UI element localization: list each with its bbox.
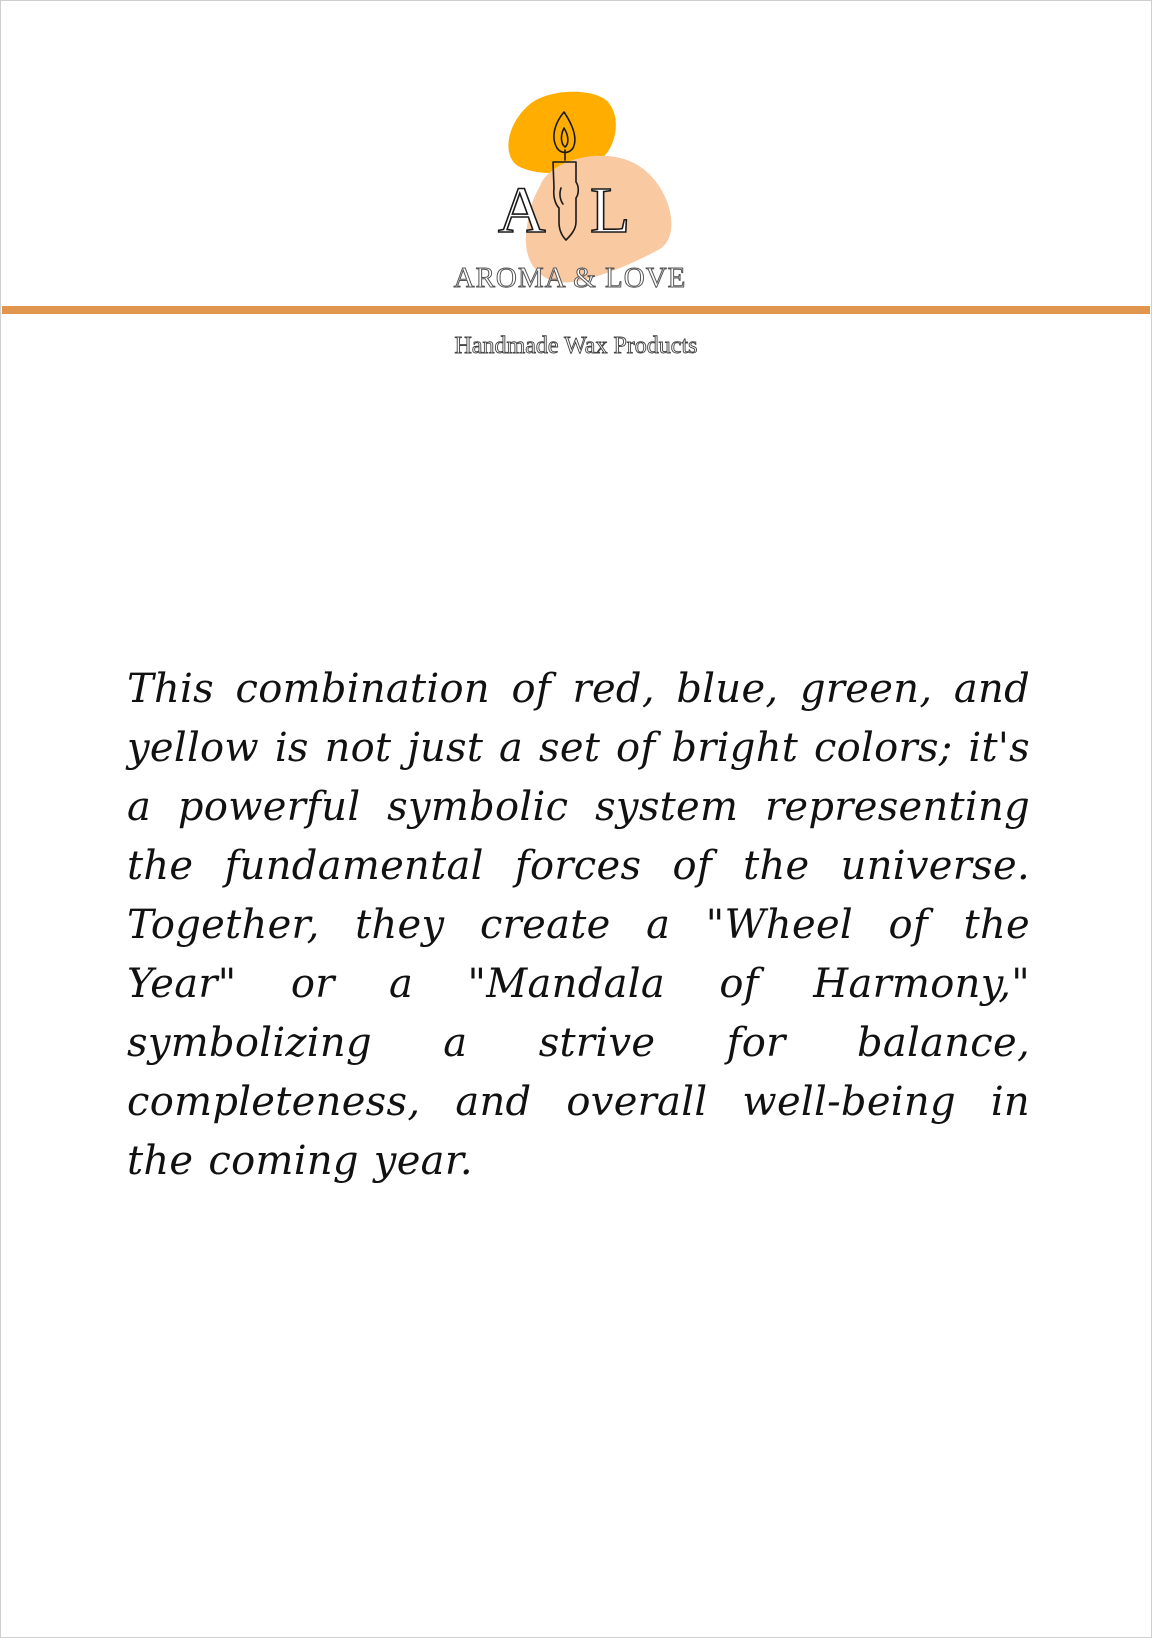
logo-initial-l: L — [590, 174, 631, 247]
brand-logo — [420, 90, 720, 300]
body-paragraph: This combination of red, blue, green, and yellow is not just a set of bright colors; it's a powerful symbolic system representing the fundamental forces of the universe. Together, they create a "Wheel of the Year" or a "Mandala of Harmony," symbolizing a strive for balance, completeness, and overall well-being in the coming year. — [127, 666, 1030, 1184]
brand-tagline: Handmade Wax Products — [454, 333, 698, 359]
header-divider — [2, 306, 1150, 314]
brand-name: AROMA & LOVE — [453, 262, 687, 294]
logo-initial-a: A — [498, 174, 546, 247]
